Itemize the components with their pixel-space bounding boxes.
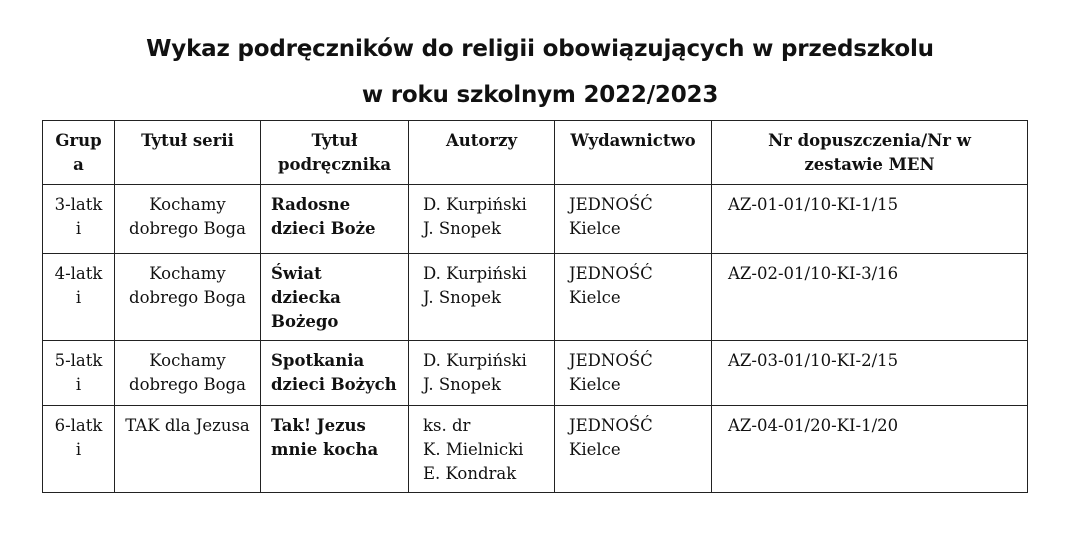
cell-group: 4-latk i bbox=[43, 254, 115, 341]
cell-book-title: Świat dziecka Bożego bbox=[261, 254, 409, 341]
cell-authors: D. Kurpiński J. Snopek bbox=[409, 185, 555, 254]
cell-authors: D. Kurpiński J. Snopek bbox=[409, 254, 555, 341]
table-header-row bbox=[43, 121, 1028, 185]
header-authors: Autorzy bbox=[409, 121, 555, 185]
table-row bbox=[43, 254, 1028, 341]
table-row bbox=[43, 185, 1028, 254]
cell-book-title: Tak! Jezus mnie kocha bbox=[261, 406, 409, 493]
cell-publisher: JEDNOŚĆ Kielce bbox=[555, 185, 712, 254]
header-publisher: Wydawnictwo bbox=[555, 121, 712, 185]
cell-series: Kochamy dobrego Boga bbox=[115, 254, 261, 341]
cell-book-title: Radosne dzieci Boże bbox=[261, 185, 409, 254]
cell-publisher: JEDNOŚĆ Kielce bbox=[555, 254, 712, 341]
cell-publisher: JEDNOŚĆ Kielce bbox=[555, 341, 712, 406]
cell-approval-number: AZ-02-01/10-KI-3/16 bbox=[712, 254, 1028, 341]
cell-authors: ks. dr K. Mielnicki E. Kondrak bbox=[409, 406, 555, 493]
textbook-table bbox=[42, 120, 1028, 493]
document-title: Wykaz podręczników do religii obowiązujących w przedszkolu bbox=[146, 36, 934, 62]
cell-series: Kochamy dobrego Boga bbox=[115, 185, 261, 254]
cell-group: 5-latk i bbox=[43, 341, 115, 406]
table-row bbox=[43, 406, 1028, 493]
cell-group: 6-latk i bbox=[43, 406, 115, 493]
cell-approval-number: AZ-01-01/10-KI-1/15 bbox=[712, 185, 1028, 254]
cell-publisher: JEDNOŚĆ Kielce bbox=[555, 406, 712, 493]
document-subtitle: w roku szkolnym 2022/2023 bbox=[361, 82, 719, 108]
cell-authors: D. Kurpiński J. Snopek bbox=[409, 341, 555, 406]
cell-series: Kochamy dobrego Boga bbox=[115, 341, 261, 406]
cell-approval-number: AZ-04-01/20-KI-1/20 bbox=[712, 406, 1028, 493]
header-approval: Nr dopuszczenia/Nr w zestawie MEN bbox=[712, 121, 1028, 185]
cell-book-title: Spotkania dzieci Bożych bbox=[261, 341, 409, 406]
header-series: Tytuł serii bbox=[115, 121, 261, 185]
header-group: Grup a bbox=[43, 121, 115, 185]
table-row bbox=[43, 341, 1028, 406]
cell-group: 3-latk i bbox=[43, 185, 115, 254]
cell-series: TAK dla Jezusa bbox=[115, 406, 261, 493]
header-book: Tytuł podręcznika bbox=[261, 121, 409, 185]
cell-approval-number: AZ-03-01/10-KI-2/15 bbox=[712, 341, 1028, 406]
